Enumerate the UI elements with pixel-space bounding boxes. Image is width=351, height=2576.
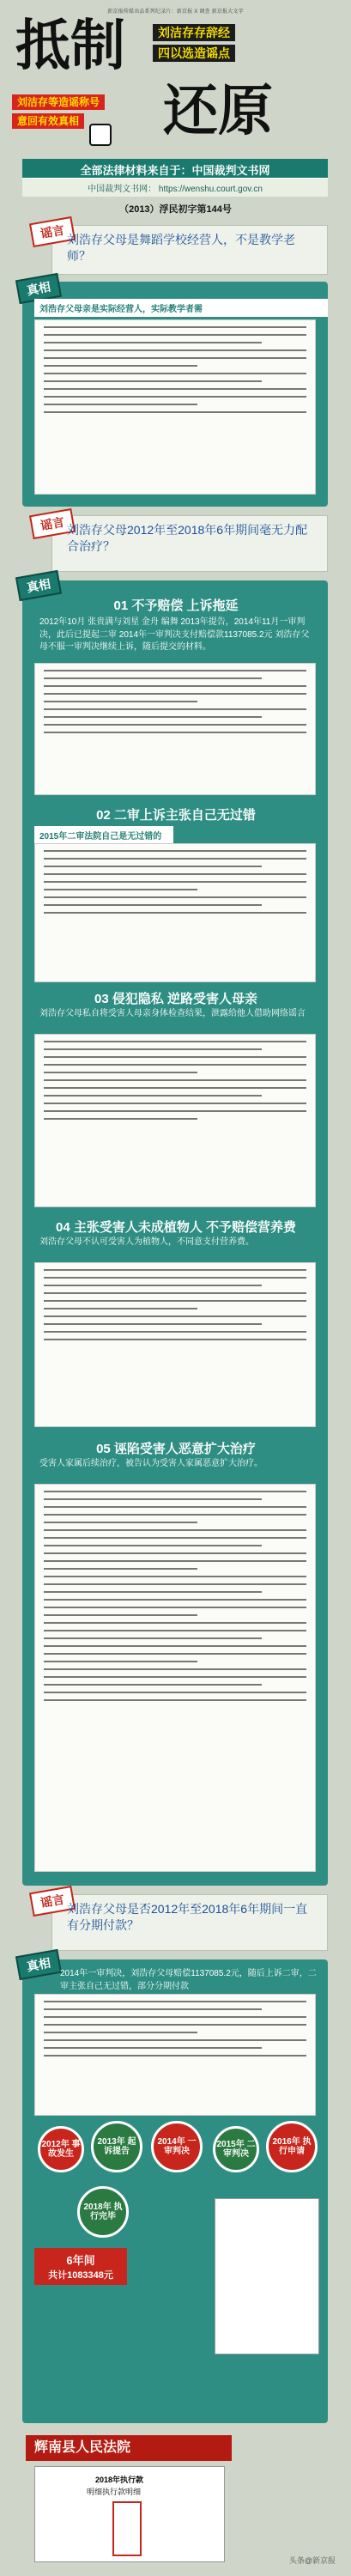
section-3-doc — [34, 1034, 316, 1207]
section-5-title: 05 诬陷受害人恶意扩大治疗 — [96, 1442, 256, 1456]
section-4-doc — [34, 1262, 316, 1427]
section-2-title: 02 二审上诉主张自己无过错 — [96, 808, 256, 823]
truth-stamp-1: 真相 — [15, 273, 62, 304]
section-1-title: 01 不予赔偿 上诉拖延 — [113, 598, 239, 613]
section-5-doc — [34, 1484, 316, 1872]
timeline-node-2: 2013年 起诉提告 — [91, 2121, 142, 2172]
section-1-body: 2012年10月 张贵满与刘星 金舟 编舞 2013年提告，2014年11月一审判决，此后已提起二审 2014年一审判决支付赔偿款1137085.2元 刘浩存父母不服一审判决继续上诉，随后提交的材料。 — [39, 617, 310, 652]
timeline-node-1: 2012年 事故发生 — [38, 2126, 84, 2172]
section-3-title: 03 侵犯隐私 逆路受害人母亲 — [94, 992, 258, 1006]
section-4-title: 04 主张受害人未成植物人 不予赔偿营养费 — [55, 1220, 297, 1235]
truth-stamp-3: 真相 — [15, 1949, 62, 1980]
section-3-body: 刘浩存父母私自将受害人母亲身体检查结果，泄露给他人借助网络谣言 — [39, 1009, 306, 1018]
execution-doc — [215, 2198, 319, 2354]
section-2-doc — [34, 843, 316, 982]
rumor-stamp-1: 谣言 — [29, 216, 76, 247]
truth-3-doc — [34, 1994, 316, 2116]
doc-number: （2013）浮民初字第144号 — [119, 204, 232, 215]
hero-word-2: 还原 — [163, 80, 273, 143]
truth-doc-1 — [34, 319, 316, 495]
court-banner: 辉南县人民法院 — [26, 2435, 232, 2461]
timeline-node-4: 2015年 二审判决 — [213, 2126, 259, 2172]
totals-line-1: 6年间 — [66, 2254, 95, 2267]
section-1-doc — [34, 663, 316, 795]
highlight-box — [112, 2501, 142, 2556]
section-2-body: 2015年二审法院自己是无过错的 — [34, 826, 173, 844]
rumor-stamp-3: 谣言 — [29, 1886, 76, 1917]
hero-tag-4: 意回有效真相 — [12, 113, 84, 129]
source-url: 中国裁判文书网： https://wenshu.court.gov.cn — [22, 178, 328, 197]
truth-3-ribbon: 2014年一审判决，刘浩存父母赔偿1137085.2元，随后上诉二审，二审主张自己无过错，部分分期付款 — [60, 1969, 317, 1991]
hero-word-1: 抵制 — [15, 15, 125, 78]
totals-line-2: 共计1083348元 — [48, 2270, 113, 2281]
truth-stamp-2: 真相 — [15, 570, 62, 601]
hero-tag-2: 四以选造谣点 — [153, 45, 235, 62]
rumor-text-1: 刘浩存父母是舞蹈学校经营人，不是教学老师？ — [67, 233, 295, 263]
credit-line: 新京报传媒出品系列纪录片：新京报 X 调查 新京报大文字 — [107, 9, 244, 15]
watermark: 头条@新京报 — [288, 2556, 336, 2565]
timeline-node-6: 2018年 执行完毕 — [77, 2186, 129, 2238]
truth-ribbon-1: 刘浩存父母亲是实际经营人，实际教学者需 — [34, 299, 328, 317]
rumor-text-2: 刘浩存父母2012年至2018年6年期间毫无力配合治疗？ — [67, 523, 308, 553]
rumor-text-3: 刘浩存父母是否2012年至2018年6年期间一直有分期付款？ — [67, 1902, 308, 1932]
court-doc — [34, 2466, 225, 2562]
court-doc-label-2: 明细执行款明细 — [87, 2488, 142, 2496]
totals-box — [34, 2248, 127, 2285]
rumor-stamp-2: 谣言 — [29, 508, 76, 539]
section-5-body: 受害人家属后续治疗，被告认为受害人家属恶意扩大治疗。 — [39, 1459, 263, 1468]
court-doc-label-1: 2018年执行款 — [95, 2476, 144, 2484]
section-4-body: 刘浩存父母不认可受害人为植物人，不同意支付营养费。 — [39, 1237, 254, 1247]
hero-tag-1: 刘洁存存辞经 — [153, 24, 235, 41]
source-bar: 全部法律材料来自于：中国裁判文书网 — [22, 159, 328, 180]
cursor-icon — [89, 124, 112, 146]
timeline-node-3: 2014年 一审判决 — [151, 2121, 203, 2172]
timeline-node-5: 2016年 执行申请 — [266, 2121, 318, 2172]
hero-tag-3: 刘洁存等造谣称号 — [12, 94, 105, 110]
